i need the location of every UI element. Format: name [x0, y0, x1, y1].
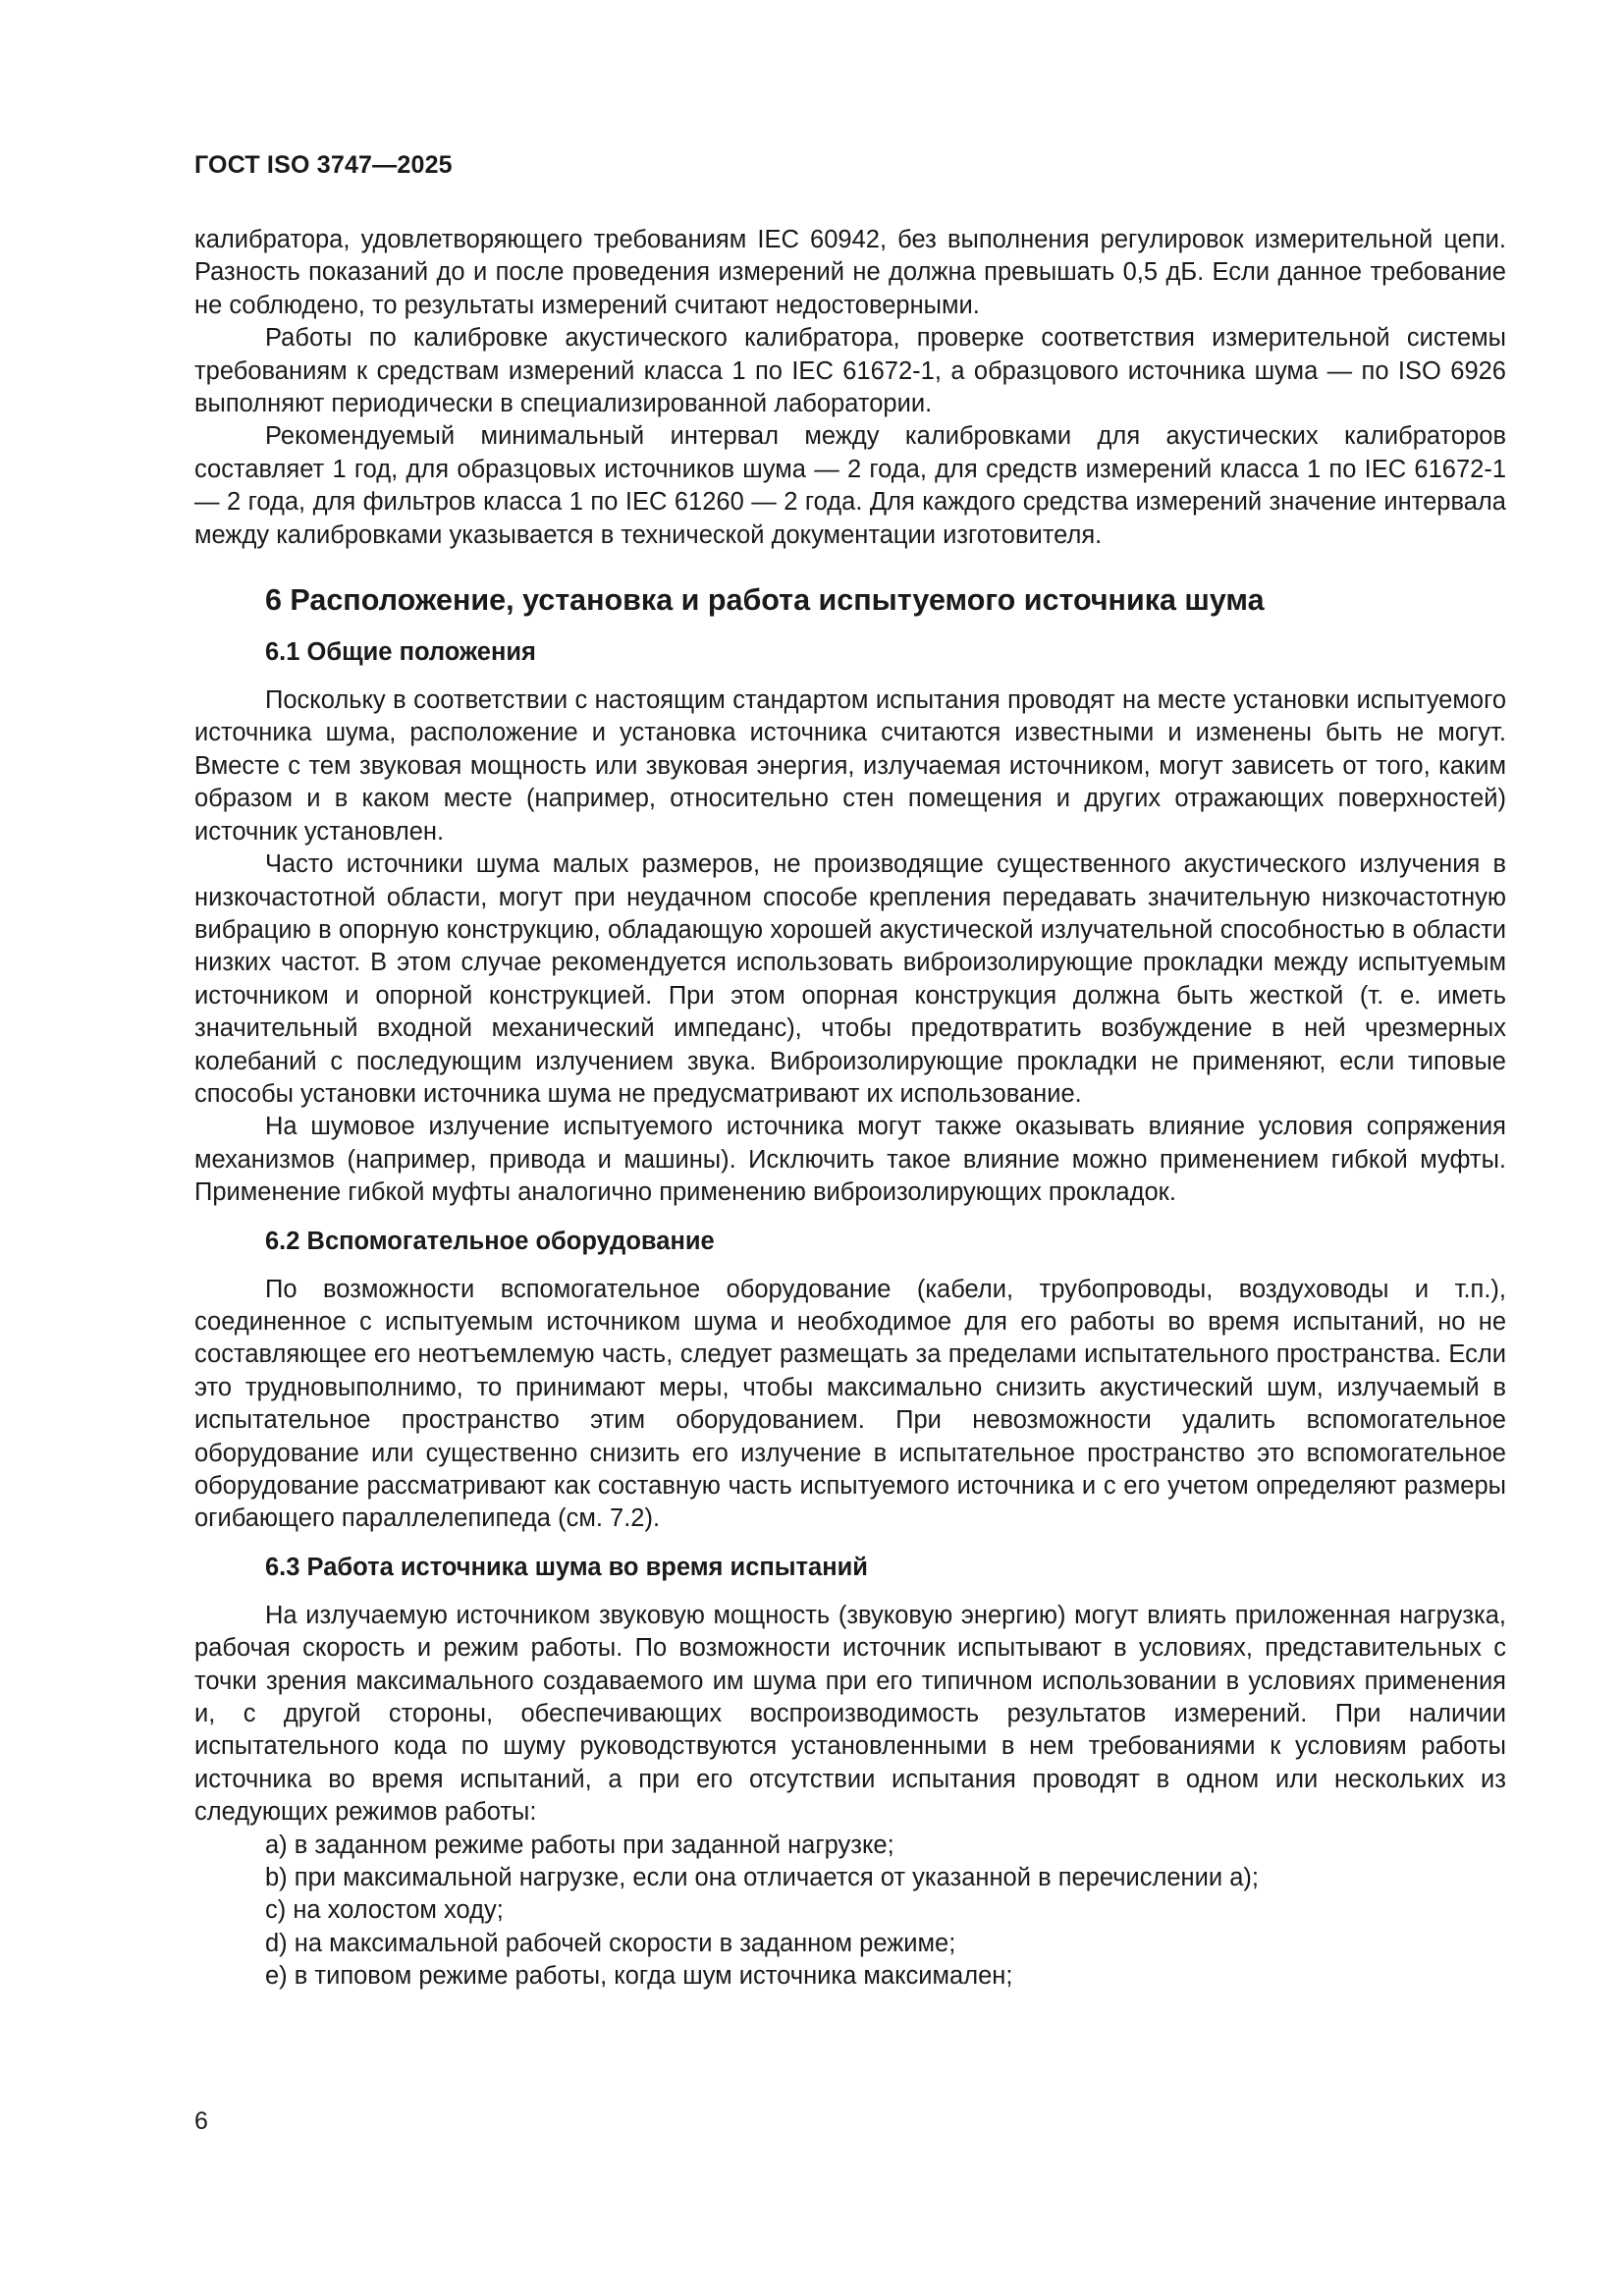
- subsection-6-1-paragraph-1: Поскольку в соответствии с настоящим стандартом испытания проводят на месте установки испытуемого источника шума, расположение и установка источника считаются известными и изменены быть не могут. Вместе с тем звуковая мощность или звуковая энергия, излучаемая источником, могут зависеть от того, каким образом и в каком месте (например, относительно стен помещения и других отражающих поверхностей) источник установлен.: [194, 686, 1506, 846]
- subsection-6-3-paragraph-1: На излучаемую источником звуковую мощность (звуковую энергию) могут влиять приложенная нагрузка, рабочая скорость и режим работы. По возможности источник испытывают в условиях, представительных с точки зрения максимального создаваемого им шума при его типичном использовании в условиях применения и, с другой стороны, обеспечивающих воспроизводимость результатов измерений. При наличии испытательного кода по шуму руководствуются установленными в нем требованиями к условиям работы источника во время испытаний, а при его отсутствии испытания проводят в одном или нескольких из следующих режимов работы:: [194, 1601, 1506, 1827]
- intro-paragraph-2: Работы по калибровке акустического калибратора, проверке соответствия измерительной системы требованиям к средствам измерений класса 1 по IEC 61672-1, а образцового источника шума — по ISO 6926 выполняют периодически в специализированной лаборатории.: [194, 324, 1506, 418]
- intro-paragraph-1: калибратора, удовлетворяющего требованиям IEC 60942, без выполнения регулировок измерительной цепи. Разность показаний до и после проведения измерений не должна превышать 0,5 дБ. Если данное требование не соблюдено, то результаты измерений считают недостоверными.: [194, 226, 1506, 319]
- document-header: ГОСТ ISO 3747—2025: [194, 151, 453, 179]
- section-6-title: 6 Расположение, установка и работа испытуемого источника шума: [265, 583, 1265, 618]
- list-item: а) в заданном режиме работы при заданной нагрузке;: [265, 1831, 894, 1859]
- subsection-6-3-title: 6.3 Работа источника шума во время испытаний: [265, 1553, 868, 1581]
- list-item: e) в типовом режиме работы, когда шум источника максимален;: [265, 1962, 1013, 1991]
- list-item: d) на максимальной рабочей скорости в заданном режиме;: [265, 1929, 956, 1957]
- subsection-6-1-paragraph-2: Часто источники шума малых размеров, не производящие существенного акустического излучения в низкочастотной области, могут при неудачном способе крепления передавать значительную низкочастотную вибрацию в опорную конструкцию, обладающую хорошей акустической излучательной способностью в области низких частот. В этом случае рекомендуется использовать виброизолирующие прокладки между испытуемым источником и опорной конструкцией. При этом опорная конструкция должна быть жесткой (т. е. иметь значительный входной механический импеданс), чтобы предотвратить возбуждение в ней чрезмерных колебаний с последующим излучением звука. Виброизолирующие прокладки не применяют, если типовые способы установки источника шума не предусматривают их использование.: [194, 850, 1506, 1108]
- intro-paragraph-3: Рекомендуемый минимальный интервал между калибровками для акустических калибраторов составляет 1 год, для образцовых источников шума — 2 года, для средств измерений класса 1 по IEC 61672-1 — 2 года, для фильтров класса 1 по IEC 61260 — 2 года. Для каждого средства измерений значение интервала между калибровками указывается в технической документации изготовителя.: [194, 422, 1506, 549]
- list-item: c) на холостом ходу;: [265, 1896, 504, 1925]
- list-item: b) при максимальной нагрузке, если она отличается от указанной в перечислении а);: [265, 1864, 1259, 1892]
- subsection-6-2-title: 6.2 Вспомогательное оборудование: [265, 1227, 715, 1255]
- page-number: 6: [194, 2107, 208, 2135]
- subsection-6-1-title: 6.1 Общие положения: [265, 638, 536, 667]
- subsection-6-1-paragraph-3: На шумовое излучение испытуемого источника могут также оказывать влияние условия сопряжения механизмов (например, привода и машины). Исключить такое влияние можно применением гибкой муфты. Применение гибкой муфты аналогично применению виброизолирующих прокладок.: [194, 1113, 1506, 1207]
- document-body: [194, 224, 1506, 1994]
- subsection-6-2-paragraph-1: По возможности вспомогательное оборудование (кабели, трубопроводы, воздуховоды и т.п.), соединенное с испытуемым источником шума и необходимое для его работы во время испытаний, но не составляющее его неотъемлемую часть, следует размещать за пределами испытательного пространства. Если это трудновыполнимо, то принимают меры, чтобы максимально снизить акустический шум, излучаемый в испытательное пространство этим оборудованием. При невозможности удалить вспомогательное оборудование или существенно снизить его излучение в испытательное пространство это вспомогательное оборудование рассматривают как составную часть испытуемого источника и с его учетом определяют размеры огибающего параллелепипеда (см. 7.2).: [194, 1275, 1506, 1533]
- operating-modes-list: [194, 1830, 1506, 1994]
